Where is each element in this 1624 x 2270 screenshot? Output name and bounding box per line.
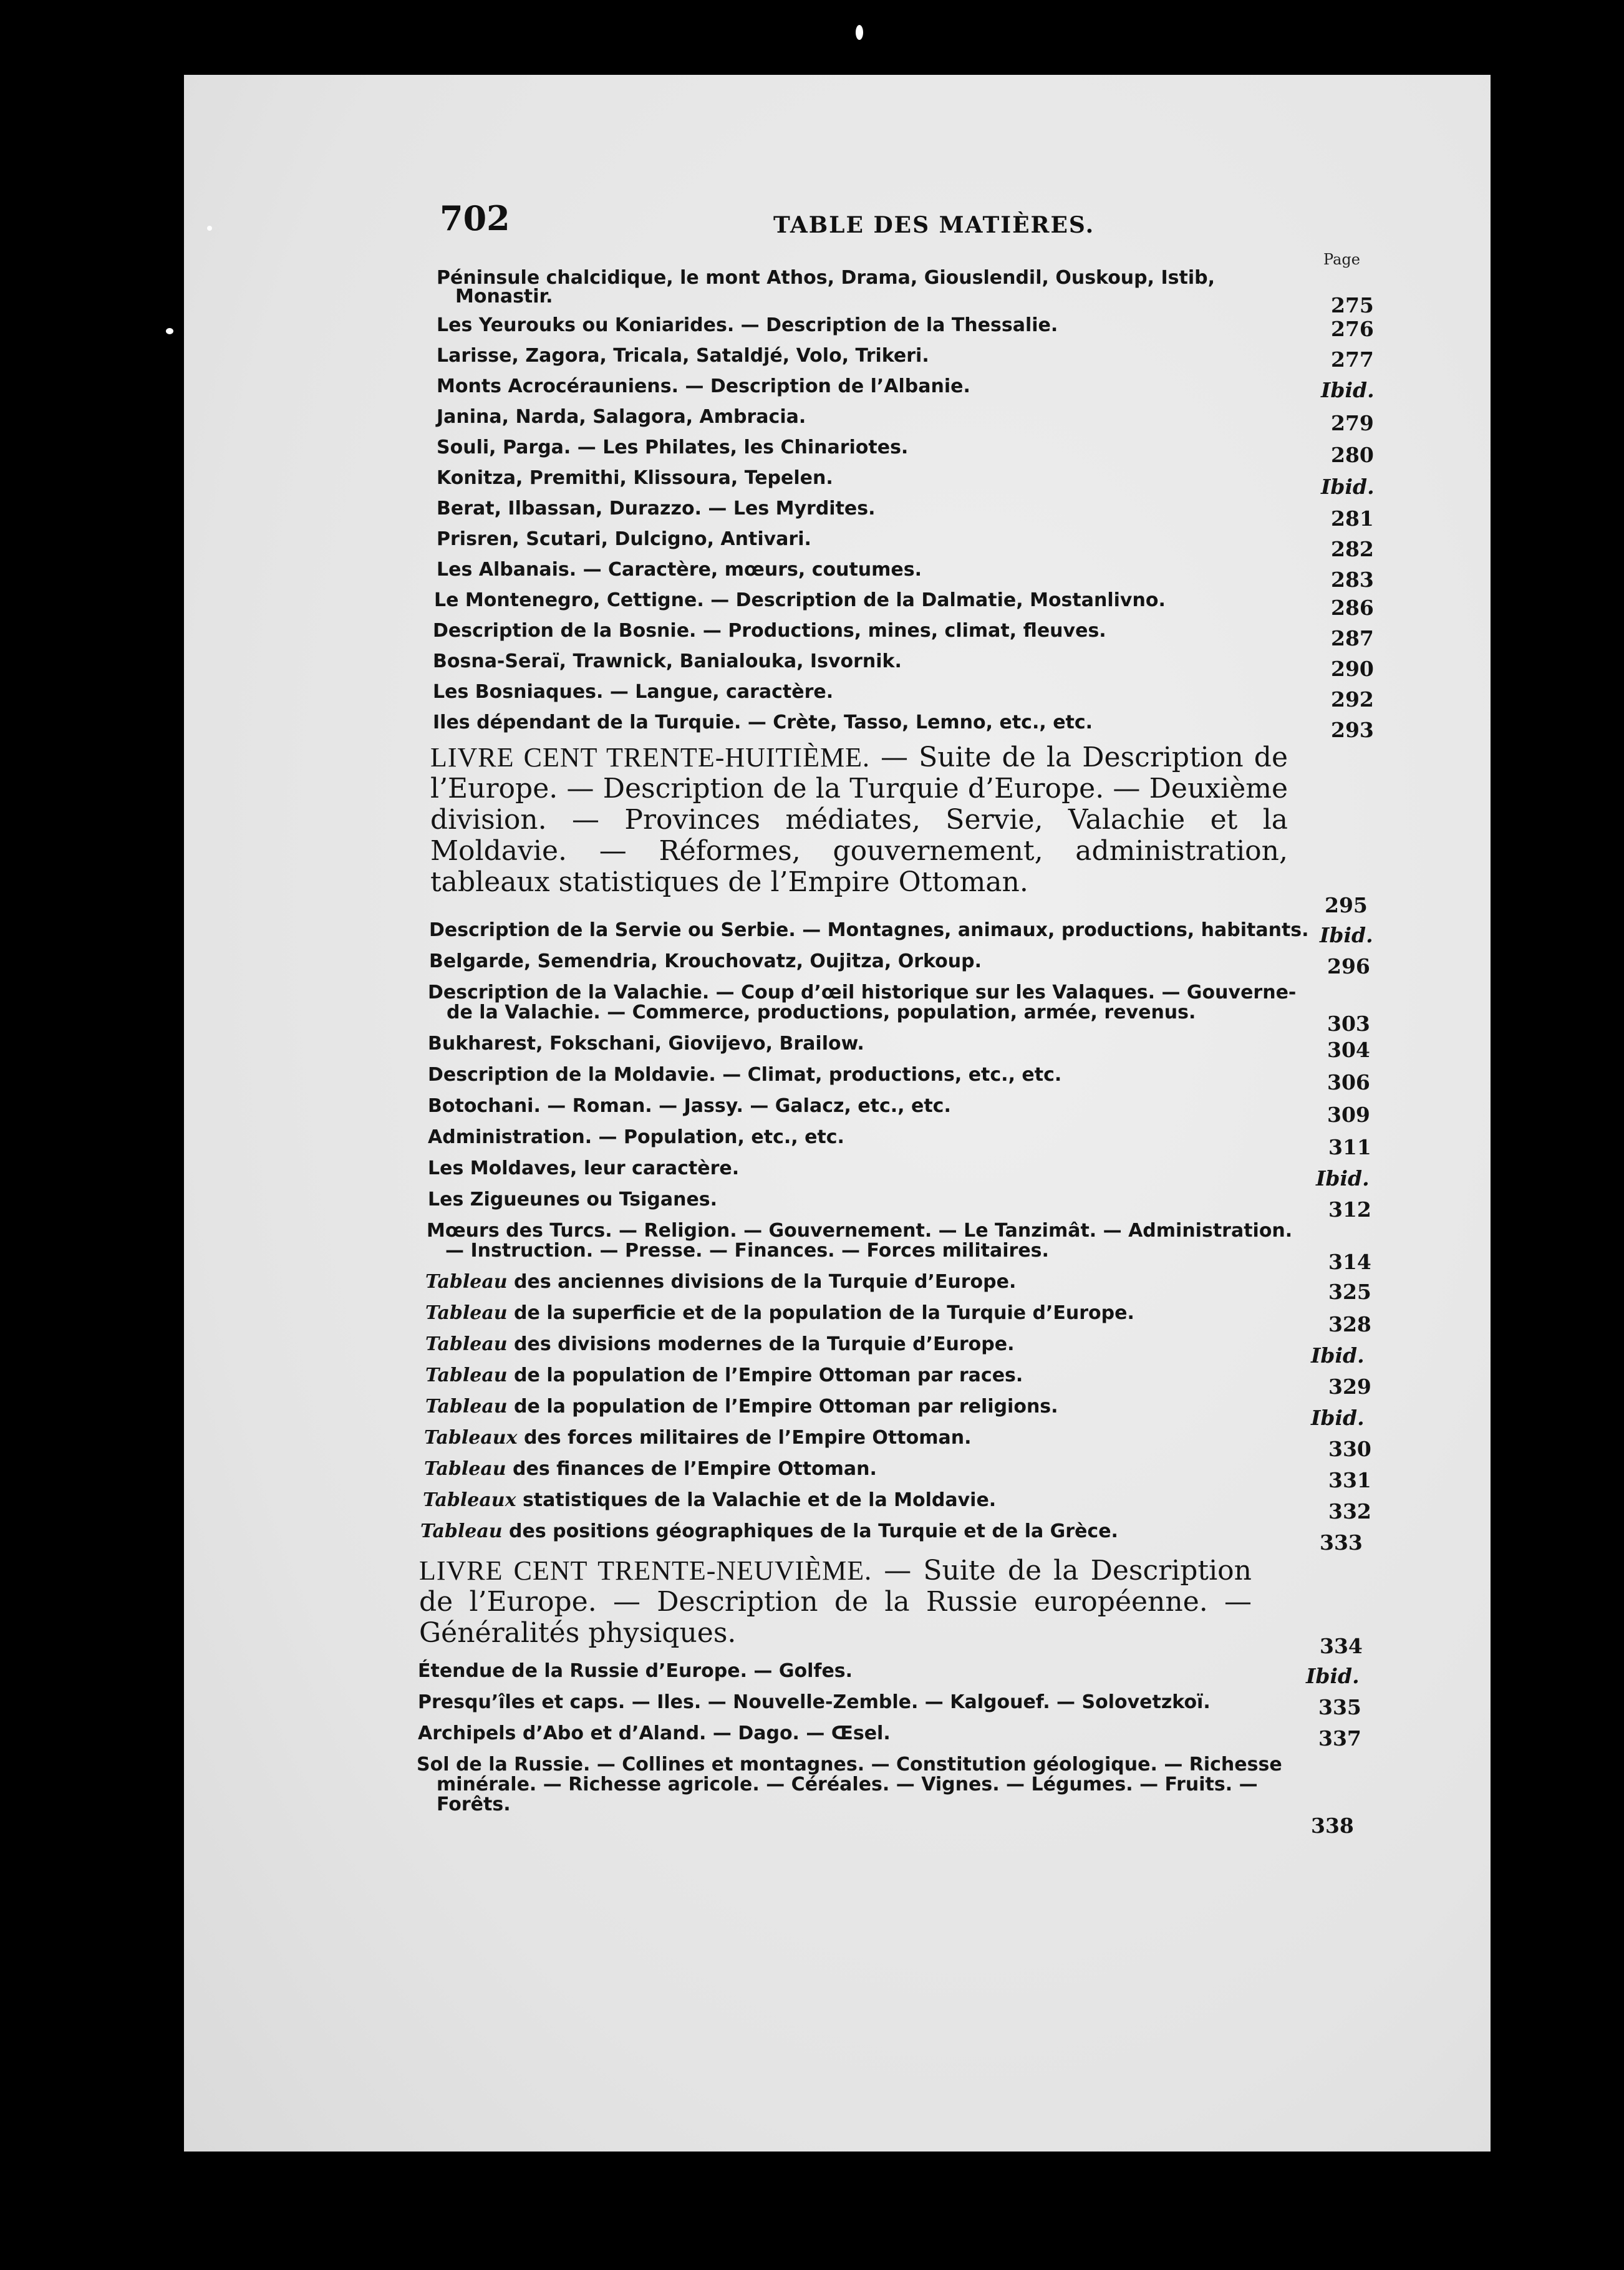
- entry-text: Description de la Valachie. — Coup d’œil historique sur les Valaques. — Gouverne-: [428, 982, 1297, 1003]
- entry-text: Belgarde, Semendria, Krouchovatz, Oujitza, Orkoup.: [429, 950, 982, 972]
- book-page: 295: [1325, 893, 1368, 917]
- entry-page: 332: [1328, 1499, 1371, 1524]
- entry-page: Ibid.: [1321, 475, 1375, 499]
- entry-text: Péninsule chalcidique, le mont Athos, Drama, Giouslendil, Ouskoup, Istib,: [437, 267, 1215, 289]
- entry-page: 276: [1331, 317, 1374, 341]
- entry-page: 338: [1311, 1814, 1354, 1838]
- book-title: LIVRE CENT TRENTE-HUITIÈME.: [430, 742, 870, 773]
- entry-page: 304: [1327, 1038, 1370, 1062]
- entry-page: 311: [1328, 1135, 1371, 1159]
- entry-text: [423, 1489, 996, 1512]
- entry-rest: des divisions modernes de la Turquie d’Europe.: [507, 1333, 1015, 1355]
- entry-text: [425, 1271, 1016, 1293]
- entry-text: Bukharest, Fokschani, Giovijevo, Brailow.: [428, 1033, 864, 1055]
- entry-lead: Tableau: [425, 1271, 508, 1293]
- entry-text: Administration. — Population, etc., etc.: [428, 1126, 844, 1148]
- book-summary: — Suite de la Description de l’Europe. — Description de la Turquie d’Europe. — Deuxième division. — Provinces médiates, Servie, Valachie et la Moldavie. — Réformes, gouvernement, administration, tableaux statistiques de l’Empire Ottoman.: [430, 741, 1288, 898]
- running-title: TABLE DES MATIÈRES.: [773, 212, 1095, 238]
- entry-text-continued: minérale. — Richesse agricole. — Céréales. — Vignes. — Légumes. — Fruits. —: [437, 1774, 1258, 1795]
- entry-page: 287: [1331, 626, 1374, 650]
- entry-rest: des finances de l’Empire Ottoman.: [506, 1458, 877, 1480]
- entry-text: Presqu’îles et caps. — Iles. — Nouvelle-Zemble. — Kalgouef. — Solovetzkoï.: [418, 1691, 1211, 1713]
- entry-rest: de la population de l’Empire Ottoman par races.: [507, 1364, 1023, 1386]
- entry-lead: Tableau: [420, 1520, 503, 1542]
- book-page: 334: [1320, 1634, 1363, 1658]
- entry-text: Mœurs des Turcs. — Religion. — Gouvernement. — Le Tanzimât. — Administration.: [427, 1220, 1293, 1242]
- entry-text: [425, 1396, 1058, 1418]
- entry-page: 333: [1320, 1530, 1363, 1555]
- entry-page: 309: [1327, 1103, 1370, 1127]
- entry-page: 306: [1327, 1070, 1370, 1094]
- entry-page: 282: [1331, 537, 1374, 561]
- entry-text: Le Montenegro, Cettigne. — Description de la Dalmatie, Mostanlivno.: [434, 589, 1166, 611]
- entry-page: 277: [1331, 347, 1374, 372]
- entry-text: Berat, Ilbassan, Durazzo. — Les Myrdites.: [437, 498, 876, 519]
- entry-rest: des forces militaires de l’Empire Ottoman.: [517, 1427, 972, 1449]
- entry-text: [425, 1364, 1023, 1387]
- entry-page: 292: [1331, 687, 1374, 712]
- book-heading: [430, 742, 1288, 898]
- book-heading: [419, 1555, 1252, 1649]
- entry-text: Sol de la Russie. — Collines et montagnes. — Constitution géologique. — Richesse: [417, 1754, 1282, 1775]
- entry-page: 335: [1318, 1695, 1361, 1719]
- entry-text: Botochani. — Roman. — Jassy. — Galacz, etc., etc.: [428, 1095, 951, 1117]
- scan-speck: [856, 25, 863, 40]
- entry-text: Larisse, Zagora, Tricala, Sataldjé, Volo, Trikeri.: [437, 345, 929, 367]
- entry-text: Description de la Servie ou Serbie. — Montagnes, animaux, productions, habitants.: [429, 919, 1309, 941]
- entry-text: Archipels d’Abo et d’Aland. — Dago. — Œsel.: [418, 1722, 891, 1744]
- entry-text-continued: de la Valachie. — Commerce, productions, population, armée, revenus.: [447, 1002, 1196, 1023]
- entry-page: 328: [1328, 1312, 1371, 1336]
- entry-text: Les Albanais. — Caractère, mœurs, coutumes.: [437, 559, 922, 581]
- entry-page: 312: [1328, 1197, 1371, 1222]
- entry-rest: de la superficie et de la population de la Turquie d’Europe.: [507, 1302, 1134, 1324]
- entry-text: Les Yeurouks ou Koniarides. — Description de la Thessalie.: [437, 314, 1058, 336]
- entry-text: Les Bosniaques. — Langue, caractère.: [433, 681, 834, 703]
- scan-speck: [207, 226, 212, 231]
- entry-lead: Tableau: [425, 1333, 508, 1355]
- entry-text: Les Moldaves, leur caractère.: [428, 1157, 740, 1179]
- entry-text: Janina, Narda, Salagora, Ambracia.: [437, 406, 806, 428]
- entry-page: Ibid.: [1306, 1664, 1360, 1688]
- entry-text-continued: Monastir.: [455, 286, 553, 307]
- entry-text: Bosna-Seraï, Trawnick, Banialouka, Isvornik.: [433, 650, 902, 672]
- entry-lead: Tableau: [425, 1302, 508, 1324]
- entry-text: Description de la Bosnie. — Productions, mines, climat, fleuves.: [433, 620, 1106, 642]
- entry-page: 325: [1328, 1280, 1371, 1304]
- entry-page: 330: [1328, 1437, 1371, 1461]
- entry-text-continued: — Instruction. — Presse. — Finances. — Forces militaires.: [445, 1240, 1049, 1262]
- entry-text: Description de la Moldavie. — Climat, productions, etc., etc.: [428, 1064, 1062, 1086]
- entry-text: Étendue de la Russie d’Europe. — Golfes.: [418, 1660, 853, 1682]
- entry-text: Les Zigueunes ou Tsiganes.: [428, 1189, 718, 1210]
- entry-lead: Tableau: [425, 1396, 508, 1418]
- entry-page: 280: [1331, 443, 1374, 467]
- entry-text: Prisren, Scutari, Dulcigno, Antivari.: [437, 528, 811, 550]
- entry-text: Konitza, Premithi, Klissoura, Tepelen.: [437, 467, 833, 489]
- entry-page: 296: [1327, 954, 1370, 978]
- entry-page: 314: [1328, 1250, 1371, 1274]
- entry-text: Souli, Parga. — Les Philates, les Chinariotes.: [437, 437, 909, 458]
- entry-page: 275: [1331, 293, 1374, 317]
- entry-text: [424, 1458, 877, 1480]
- entry-page: 290: [1331, 657, 1374, 681]
- entry-rest: des anciennes divisions de la Turquie d’Europe.: [507, 1271, 1017, 1293]
- entry-text: [420, 1520, 1118, 1543]
- entry-page: 283: [1331, 568, 1374, 592]
- entry-page: Ibid.: [1321, 378, 1375, 402]
- entry-text: [424, 1427, 971, 1449]
- entry-page: 337: [1318, 1726, 1361, 1751]
- entry-page: 303: [1327, 1012, 1370, 1036]
- entry-text: Iles dépendant de la Turquie. — Crète, Tasso, Lemno, etc., etc.: [433, 712, 1093, 733]
- entry-page: Ibid.: [1311, 1406, 1365, 1430]
- entry-rest: statistiques de la Valachie et de la Moldavie.: [516, 1489, 997, 1511]
- entry-lead: Tableaux: [424, 1427, 518, 1449]
- entry-page: Ibid.: [1316, 1166, 1370, 1191]
- entry-rest: de la population de l’Empire Ottoman par religions.: [507, 1396, 1058, 1418]
- entry-rest: des positions géographiques de la Turquie et de la Grèce.: [502, 1520, 1118, 1542]
- entry-page: 331: [1328, 1468, 1371, 1492]
- entry-text: [425, 1302, 1134, 1325]
- entry-text: Monts Acrocérauniens. — Description de l’Albanie.: [437, 375, 970, 397]
- entry-lead: Tableau: [424, 1458, 506, 1480]
- entry-text-continued: Forêts.: [437, 1794, 511, 1815]
- entry-lead: Tableau: [425, 1364, 508, 1386]
- entry-lead: Tableaux: [423, 1489, 516, 1511]
- entry-page: 279: [1331, 411, 1374, 435]
- entry-page: 293: [1331, 718, 1374, 742]
- entry-page: 286: [1331, 596, 1374, 620]
- book-title: LIVRE CENT TRENTE-NEUVIÈME.: [419, 1555, 872, 1586]
- entry-text: [425, 1333, 1014, 1356]
- entry-page: Ibid.: [1320, 923, 1373, 947]
- page-number: 702: [440, 198, 510, 238]
- entry-page: Ibid.: [1311, 1343, 1365, 1368]
- scan-speck: [166, 328, 173, 334]
- page-column-label: Page: [1323, 251, 1360, 268]
- book-summary: — Suite de la Description de l’Europe. — Description de la Russie européenne. — Généralités physiques.: [419, 1555, 1252, 1649]
- entry-page: 281: [1331, 506, 1374, 531]
- entry-page: 329: [1328, 1374, 1371, 1399]
